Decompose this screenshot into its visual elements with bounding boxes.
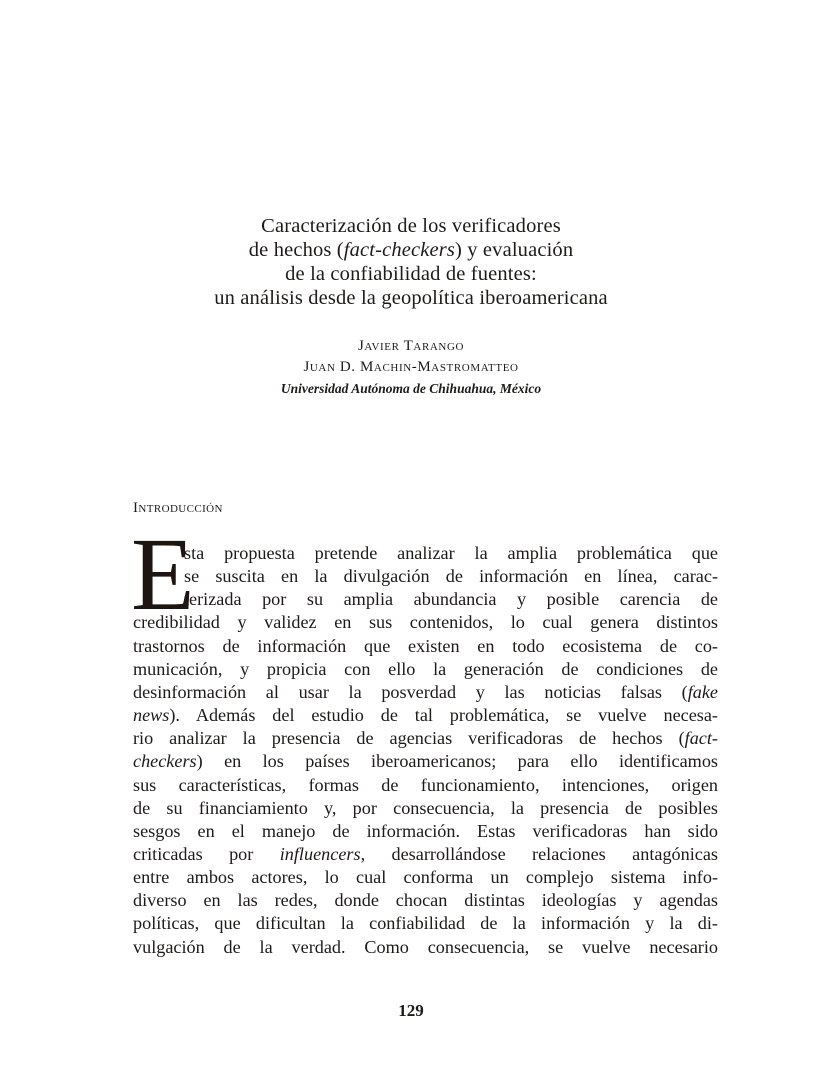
body-line: de su financiamiento y, por consecuencia, la presencia de posibles [133, 797, 718, 818]
body-line: rio analizar la presencia de agencias verificadoras de hechos (fact- [133, 728, 718, 749]
title-line: Caracterización de los verificadores [261, 215, 561, 237]
body-line: diverso en las redes, donde chocan distintas ideologías y agendas [133, 890, 718, 911]
title-line [0, 238, 822, 262]
body-line: checkers) en los países iberoamericanos; para ello identificamos [133, 751, 718, 772]
title-line: de la confiabilidad de fuentes: [285, 263, 537, 285]
author-name: Juan D. Machin-Mastromatteo [303, 359, 519, 375]
body-line: sta propuesta pretende analizar la amplia problemática que [184, 543, 718, 563]
body-line: credibilidad y validez en sus contenidos, lo cual genera distintos [133, 612, 718, 633]
body-line: criticadas por influencers, desarrollándose relaciones antagónicas [133, 843, 719, 864]
paper-title [0, 214, 822, 310]
title-text: ) y evaluación [455, 239, 574, 261]
body-line: sus características, formas de funcionamiento, intenciones, origen [133, 774, 718, 795]
body-line: sesgos en el manejo de información. Estas verificadoras han sido [133, 820, 718, 841]
body-line: entre ambos actores, lo cual conforma un complejo sistema info- [133, 867, 718, 888]
body-line: desinformación al usar la posverdad y las noticias falsas (fake [133, 681, 718, 702]
italic-term: news [133, 705, 170, 726]
author-name: Javier Tarango [357, 338, 465, 354]
italic-term: fake [687, 681, 718, 702]
body-line: terizada por su amplia abundancia y posible carencia de [184, 589, 718, 610]
title-line: un análisis desde la geopolítica iberoamericana [214, 287, 608, 309]
title-italic-term: fact-checkers [343, 239, 455, 261]
body-line: municación, y propicia con ello la generación de condiciones de [133, 658, 718, 679]
body-line: se suscita en la divulgación de información en línea, carac- [184, 566, 718, 587]
drop-cap: E [131, 517, 195, 632]
body-line: políticas, que dificultan la confiabilidad de la información y la di- [133, 913, 718, 934]
body-line: vulgación de la verdad. Como consecuencia, se vuelve necesario [133, 936, 718, 957]
title-text: de hechos ( [248, 239, 344, 261]
italic-term: fact- [684, 728, 718, 749]
body-line: news). Además del estudio de tal problemática, se vuelve necesa- [133, 705, 718, 726]
body-line: trastornos de información que existen en todo ecosistema de co- [133, 635, 718, 656]
page-number: 129 [398, 1001, 424, 1020]
italic-term: checkers [133, 751, 197, 772]
author-affiliation: Universidad Autónoma de Chihuahua, México [280, 381, 542, 396]
italic-term: influencers [279, 843, 361, 864]
section-heading: Introducción [133, 500, 223, 516]
